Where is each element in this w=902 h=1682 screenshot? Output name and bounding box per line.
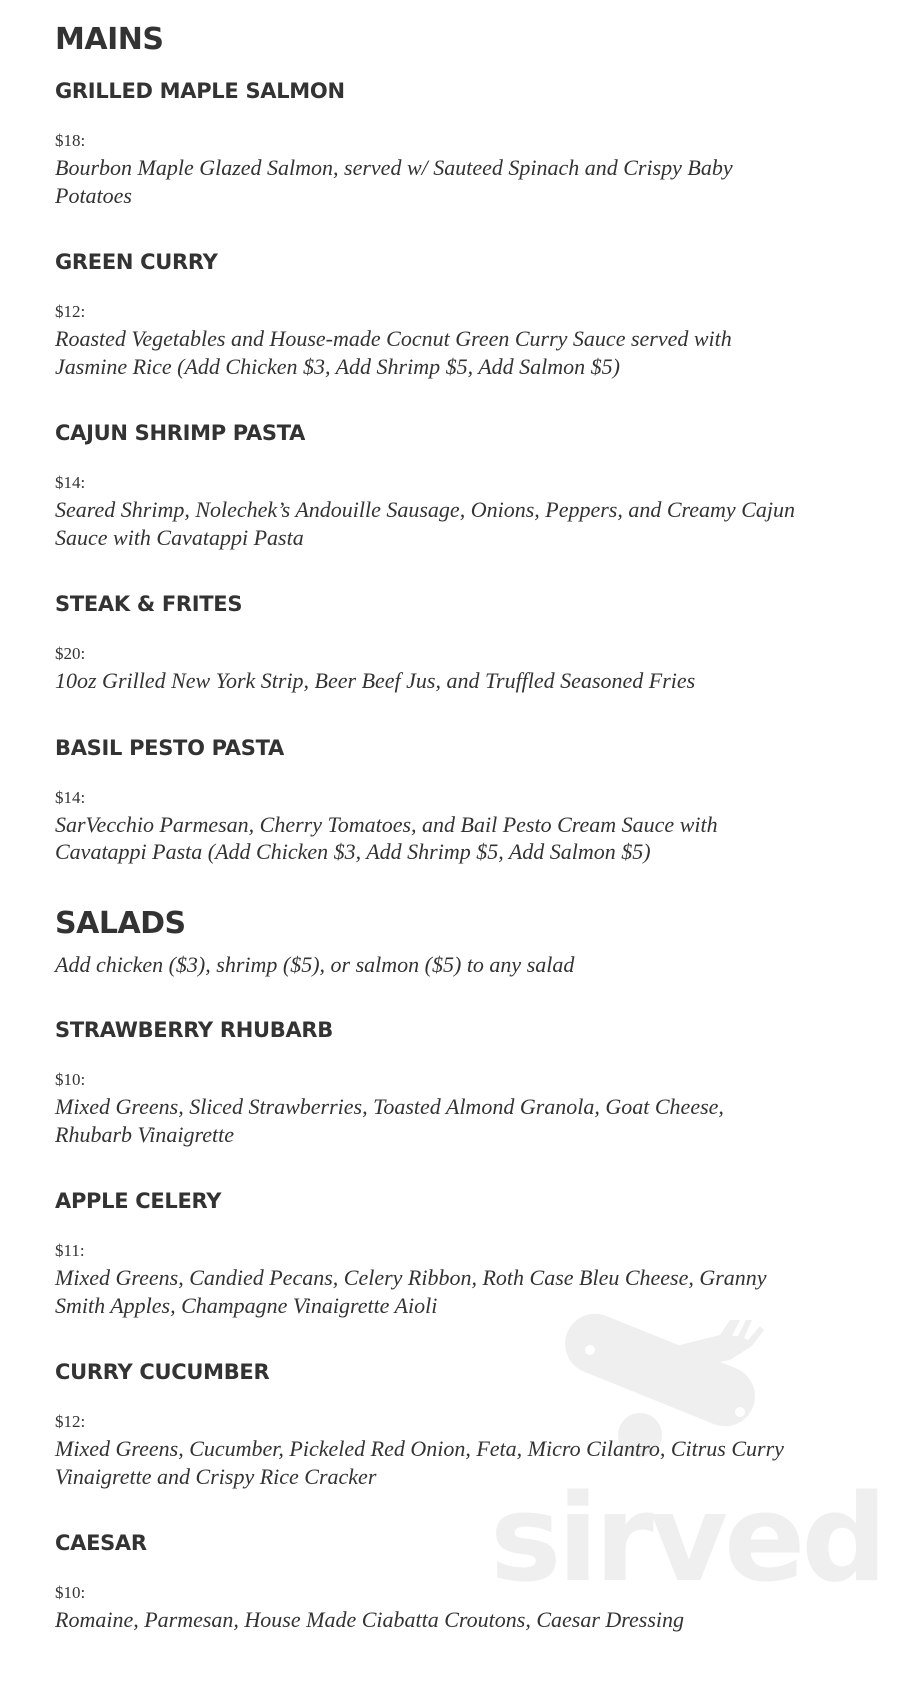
menu-item <box>55 1358 805 1490</box>
section-salads <box>55 904 805 1634</box>
menu-item-name: STEAK & FRITES <box>55 592 243 616</box>
menu-page <box>55 20 805 1634</box>
menu-item-description: Mixed Greens, Sliced Strawberries, Toasted Almond Granola, Goat Cheese, Rhubarb Vinaigrette <box>55 1094 724 1147</box>
menu-item-name: GRILLED MAPLE SALMON <box>55 79 345 103</box>
menu-item-description: Romaine, Parmesan, House Made Ciabatta Croutons, Caesar Dressing <box>55 1607 685 1632</box>
menu-item <box>55 77 805 209</box>
menu-item-price: $12: <box>55 302 86 321</box>
menu-item <box>55 734 805 866</box>
menu-item-price: $10: <box>55 1070 86 1089</box>
menu-item-price: $18: <box>55 131 86 150</box>
menu-item <box>55 590 805 695</box>
section-title: MAINS <box>55 22 164 57</box>
menu-item-price: $14: <box>55 473 86 492</box>
menu-item-name: STRAWBERRY RHUBARB <box>55 1018 333 1042</box>
section-title: SALADS <box>55 905 186 941</box>
menu-item-price: $10: <box>55 1583 86 1602</box>
menu-item-name: CURRY CUCUMBER <box>55 1360 270 1384</box>
menu-item-description: Bourbon Maple Glazed Salmon, served w/ Sauteed Spinach and Crispy Baby Potatoes <box>55 155 733 208</box>
menu-item-description: Roasted Vegetables and House-made Cocnut Green Curry Sauce served with Jasmine Rice (Add Chicken $3, Add Shrimp $5, Add Salmon $5) <box>55 326 732 379</box>
menu-item-description: SarVecchio Parmesan, Cherry Tomatoes, and Bail Pesto Cream Sauce with Cavatappi Pasta (Add Chicken $3, Add Shrimp $5, Add Salmon $5) <box>55 811 718 864</box>
menu-item-description: Seared Shrimp, Nolechek’s Andouille Sausage, Onions, Peppers, and Creamy Cajun Sauce with Cavatappi Pasta <box>55 497 795 550</box>
menu-item-description: Mixed Greens, Candied Pecans, Celery Ribbon, Roth Case Bleu Cheese, Granny Smith Apples, Champagne Vinaigrette Aioli <box>55 1265 767 1318</box>
menu-item-price: $11: <box>55 1241 85 1260</box>
menu-item <box>55 248 805 380</box>
menu-item-name: BASIL PESTO PASTA <box>55 735 284 760</box>
menu-item-name: APPLE CELERY <box>55 1189 222 1213</box>
section-mains <box>55 20 805 866</box>
menu-item-price: $12: <box>55 1412 86 1431</box>
menu-item <box>55 1187 805 1319</box>
menu-item <box>55 1016 805 1148</box>
menu-item-description: 10oz Grilled New York Strip, Beer Beef Jus, and Truffled Seasoned Fries <box>55 668 696 693</box>
menu-item <box>55 1529 805 1634</box>
section-subtitle: Add chicken ($3), shrimp ($5), or salmon ($5) to any salad <box>55 951 575 977</box>
menu-item <box>55 419 805 551</box>
sirved-watermark-text: sirved <box>490 1470 884 1609</box>
menu-item-name: CAJUN SHRIMP PASTA <box>55 421 306 445</box>
menu-item-name: GREEN CURRY <box>55 250 218 274</box>
menu-item-price: $14: <box>55 787 86 807</box>
menu-item-price: $20: <box>55 644 86 663</box>
menu-item-name: CAESAR <box>55 1531 147 1555</box>
menu-item-description: Mixed Greens, Cucumber, Pickeled Red Onion, Feta, Micro Cilantro, Citrus Curry Vinaigrette and Crispy Rice Cracker <box>55 1436 784 1489</box>
